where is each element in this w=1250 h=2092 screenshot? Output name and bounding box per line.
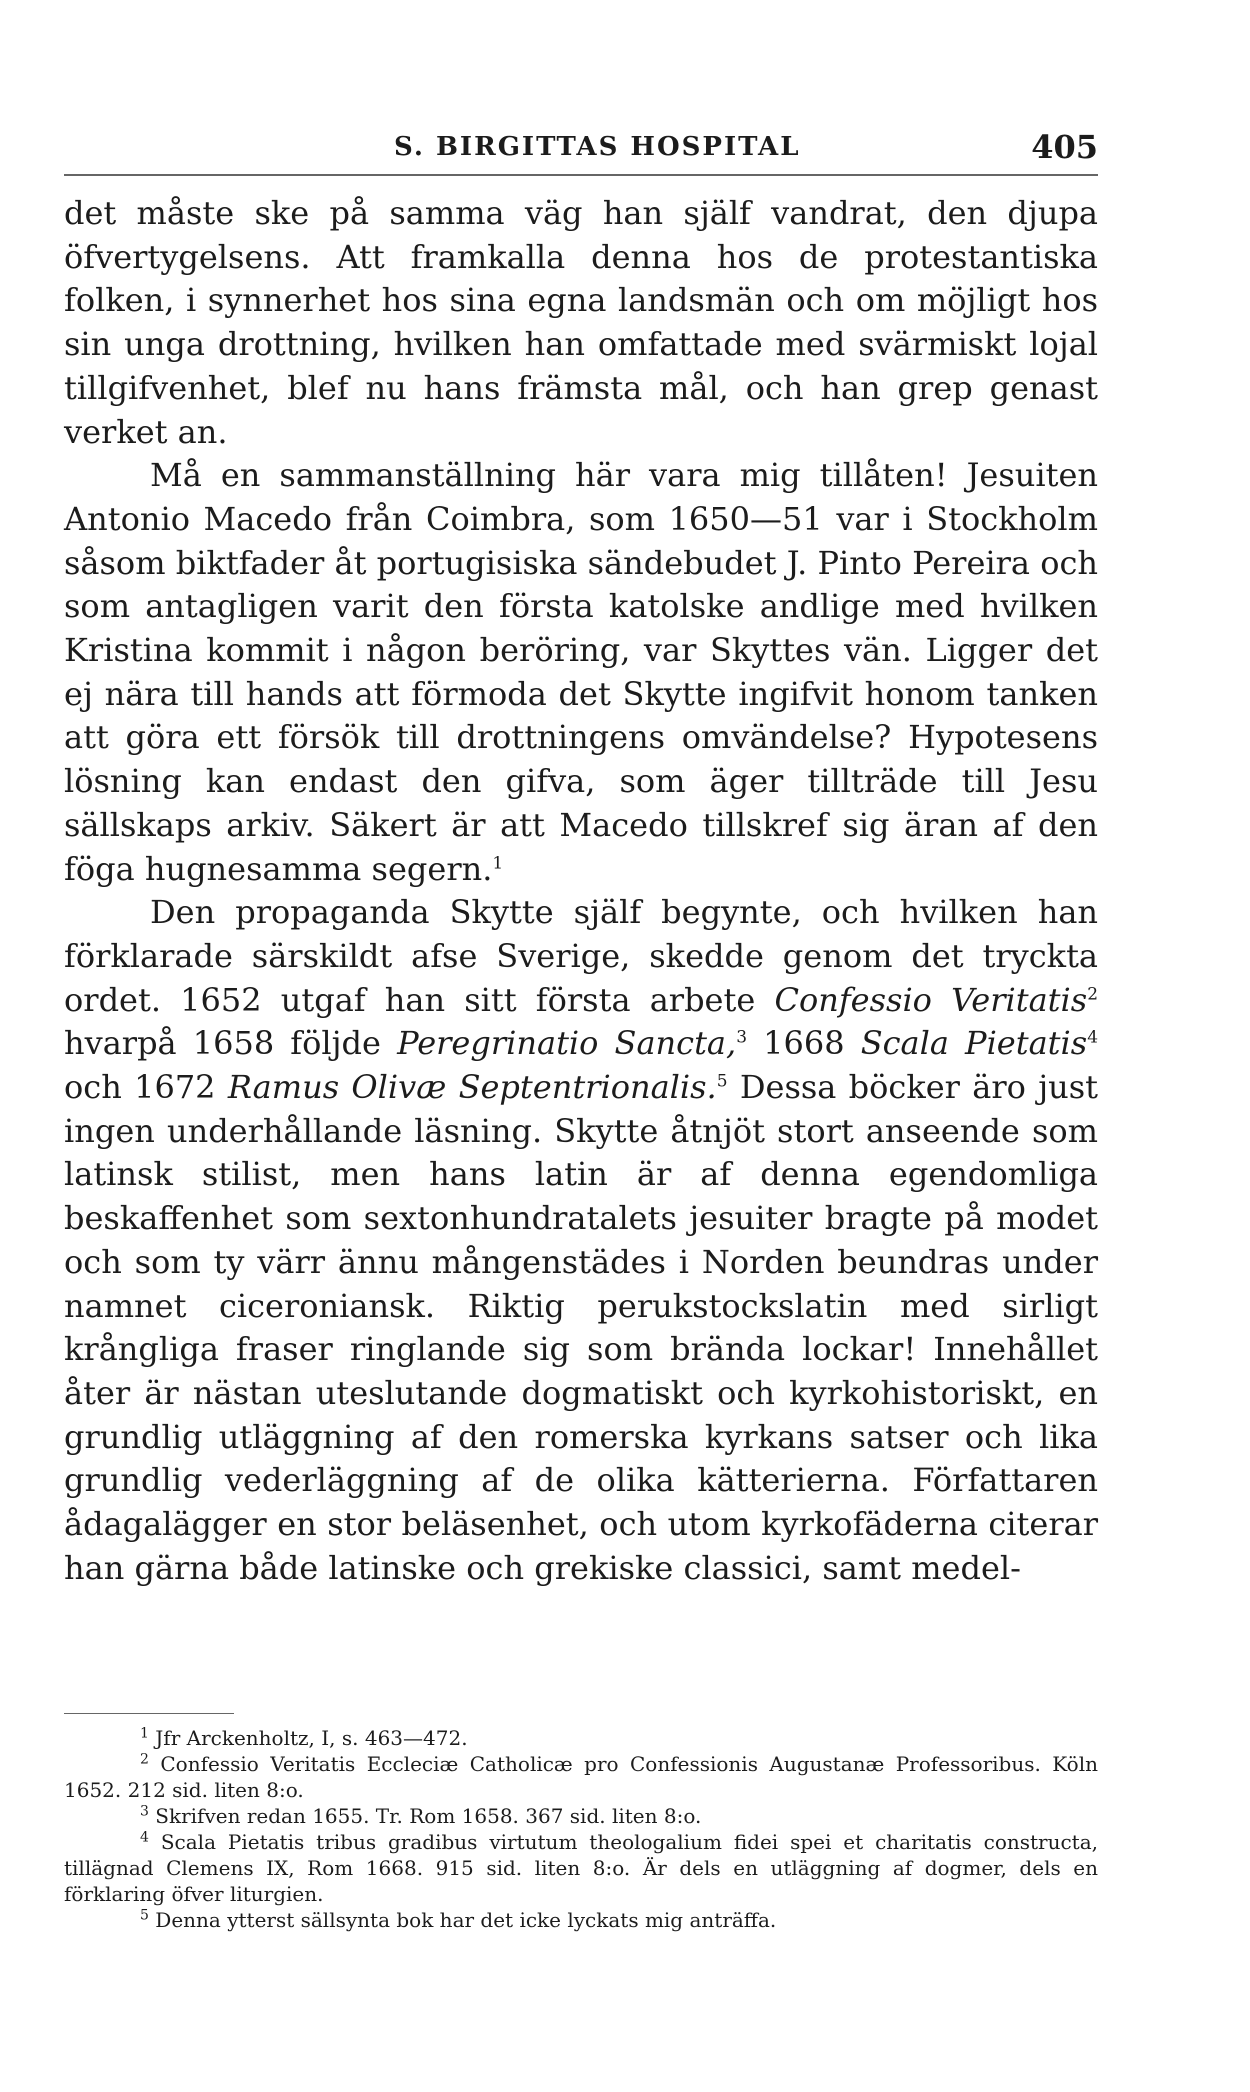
footnote-number: 4 [140, 1829, 149, 1846]
paragraph-3-text-e: Dessa böcker äro just ingen underhållande läsning. Skytte åtnjöt stort anseende som latinsk stilist, men hans latin är af denna egendomliga beskaffenhet som sextonhundratalets jesuiter bragte på modet och som ty värr ännu mångenstädes i Norden beundras under namnet ciceroniansk. Riktig perukstockslatin med sirligt krångliga fraser ringlande sig som brända lockar! Innehållet åter är nästan uteslutande dogmatiskt och kyrkohistoriskt, en grundlig utläggning af den romerska kyrkans satser och lika grundlig vederläggning af de olika kätterierna. Författaren ådagalägger en stor beläsenhet, och utom kyrkofäderna citerar han gärna både latinske och grekiske classici, samt medel- [64, 1068, 1098, 1587]
page-header [64, 128, 1098, 174]
paragraph-3-text-b: hvarpå 1658 följde [64, 1024, 398, 1063]
footnote-number: 5 [140, 1907, 149, 1924]
paragraph-3-text-d: och 1672 [64, 1068, 228, 1107]
footnote-text: Confessio Veritatis Eccleciæ Catholicæ pro Confessionis Augustanæ Professoribus. Köln 1652. 212 sid. liten 8:o. [64, 1752, 1099, 1802]
footnote [64, 1803, 1098, 1829]
footnote [64, 1829, 1098, 1907]
paragraph-2-text: Må en sammanställning här vara mig tillåten! Jesuiten Antonio Macedo från Coimbra, som 1650—51 var i Stockholm såsom biktfader åt portugisiska sändebudet J. Pinto Pereira och som antagligen varit den första katolske andlige med hvilken Kristina kommit i någon beröring, var Skyttes vän. Ligger det ej nära till hands att förmoda det Skytte ingifvit honom tanken att göra ett försök till drottningens omvändelse? Hypotesens lösning kan endast den gifva, som äger tillträde till Jesu sällskaps arkiv. Säkert är att Macedo tillskref sig äran af den föga hugnesamma segern. [64, 456, 1098, 888]
paragraph-1-text: det måste ske på samma väg han själf vandrat, den djupa öfvertygelsens. Att framkalla denna hos de protestantiska folken, i synnerhet hos sina egna landsmän och om möjligt hos sin unga drottning, hvilken han omfattade med svärmiskt lojal tillgifvenhet, blef nu hans främsta mål, och han grep genast verket an. [64, 194, 1098, 451]
paragraph-1 [64, 192, 1098, 454]
book-title-peregrinatio: Peregrinatio Sancta, [397, 1024, 737, 1063]
footnote-ref-4: 4 [1087, 1027, 1099, 1048]
footnote-text: Denna ytterst sällsynta bok har det icke lyckats mig anträffa. [155, 1908, 777, 1932]
footnote [64, 1725, 1098, 1751]
paragraph-3-text-a: Den propaganda Skytte själf begynte, och hvilken han förklarade särskildt afse Sverige, skedde genom det tryckta ordet. 1652 utgaf han sitt första arbete [64, 893, 1098, 1019]
footnote-number: 3 [140, 1803, 149, 1820]
footnote-number: 1 [140, 1725, 149, 1742]
header-rule [64, 174, 1098, 176]
footnote-number: 2 [140, 1751, 149, 1768]
footnote-ref-2: 2 [1087, 984, 1099, 1004]
running-title: S. BIRGITTAS HOSPITAL [394, 132, 801, 162]
book-title-scala: Scala Pietatis [860, 1024, 1088, 1063]
footnote-rule [64, 1713, 234, 1714]
paragraph-3-text-c: 1668 [747, 1024, 861, 1063]
page-number: 405 [1031, 128, 1098, 166]
book-title-confessio: Confessio Veritatis [774, 980, 1088, 1019]
footnote-ref-1: 1 [492, 852, 504, 873]
footnote [64, 1751, 1098, 1803]
footnote-ref-3: 3 [736, 1027, 748, 1048]
paragraph-3 [64, 891, 1098, 1590]
footnote-text: Jfr Arckenholtz, I, s. 463—472. [155, 1726, 468, 1750]
footnote-ref-5: 5 [716, 1071, 728, 1092]
footnotes [64, 1725, 1098, 1933]
footnote-text: Skrifven redan 1655. Tr. Rom 1658. 367 sid. liten 8:o. [155, 1804, 702, 1828]
body-text [64, 192, 1098, 1591]
footnote [64, 1907, 1098, 1933]
book-title-ramus: Ramus Olivæ Septentrionalis. [227, 1068, 717, 1107]
paragraph-2 [64, 454, 1098, 891]
footnote-text: Scala Pietatis tribus gradibus virtutum theologalium fidei spei et charitatis constructa, tillägnad Clemens IX, Rom 1668. 915 sid. liten 8:o. Är dels en utläggning af dogmer, dels en förklaring öfver liturgien. [64, 1830, 1099, 1906]
